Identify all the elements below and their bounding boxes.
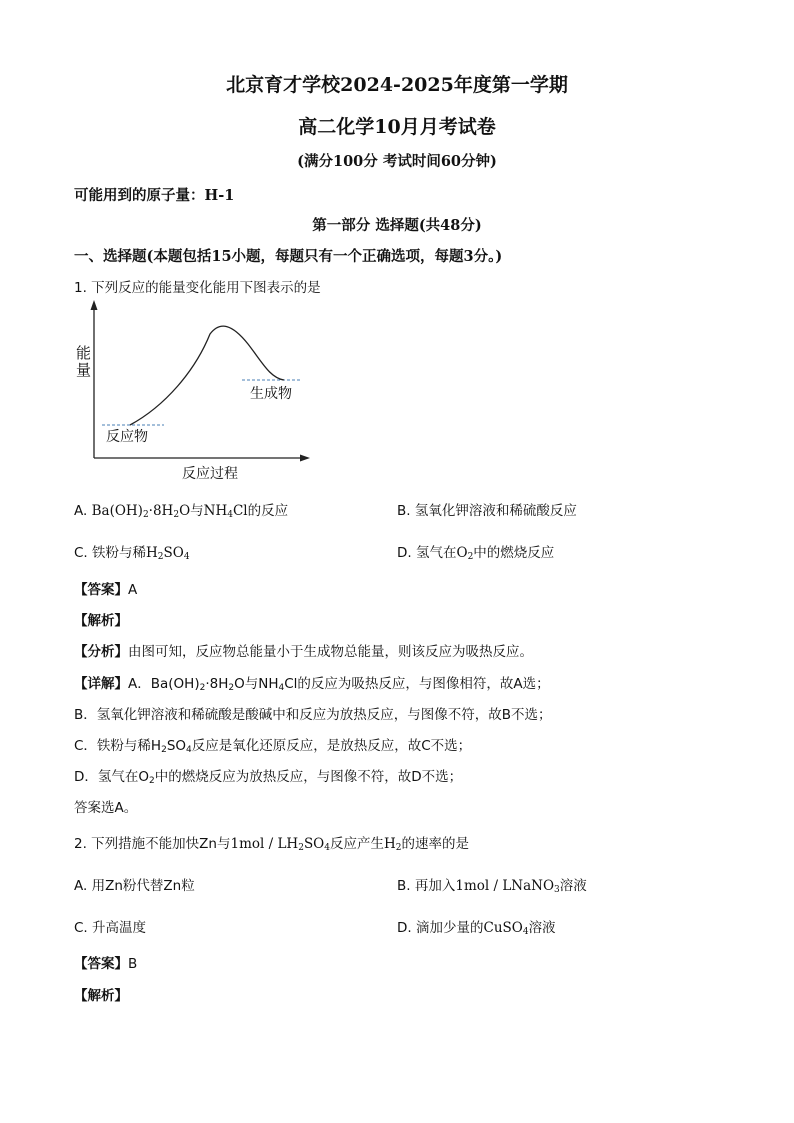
detail-a-part: A．Ba(OH) <box>128 676 200 692</box>
sub: 2 <box>149 776 155 786</box>
sub: 2 <box>142 510 149 520</box>
q1-detail-c <box>74 734 471 754</box>
exam-score-time: (满分100分 考试时间60分钟) <box>297 153 497 170</box>
y-axis-arrow <box>91 300 98 310</box>
answer-value: B <box>128 956 138 972</box>
q2-option-a: A. 用Zn粉代替Zn粒 <box>74 878 195 894</box>
exam-title: 北京育才学校2024-2025年度第一学期 <box>226 74 568 96</box>
sub: 2 <box>173 510 180 520</box>
q2-option-c: C. 升高温度 <box>74 920 147 936</box>
q2-stem-h2 <box>384 836 402 852</box>
q1-detail-d <box>74 765 462 785</box>
q1-option-c-prefix: C. 铁粉与稀 <box>74 545 147 561</box>
q1-option-a-mid: 与 <box>190 503 204 519</box>
fenxi-text: 由图可知，反应物总能量小于生成物总能量，则该反应为吸热反应。 <box>128 644 533 660</box>
fenxi-tag: 【分析】 <box>74 644 128 660</box>
sub: 2 <box>395 843 402 853</box>
answer-tag: 【答案】 <box>74 956 128 972</box>
q1-option-d <box>397 541 554 561</box>
part-title: 第一部分 选择题(共48分) <box>312 217 482 234</box>
q1-option-a-prefix: A. <box>74 503 88 519</box>
sub: 4 <box>183 552 190 562</box>
sub: 2 <box>199 683 206 693</box>
q2-option-d-part: CuSO <box>483 920 523 936</box>
sub: 4 <box>324 843 330 853</box>
sub: 4 <box>522 927 529 937</box>
y-label-1: 能 <box>76 344 92 362</box>
q2-option-d-part: 溶液 <box>528 920 556 936</box>
answer-value: A <box>128 582 138 598</box>
q1-fenxi <box>74 640 533 660</box>
sub: 2 <box>467 552 474 562</box>
detail-c-part: 反应是氧化还原反应，是放热反应，故C不选； <box>191 738 472 754</box>
q2-option-d-part: D. 滴加少量的 <box>397 920 484 936</box>
detail-d-part: 中的燃烧反应为放热反应，与图像不符，故D不选； <box>154 769 463 785</box>
q1-option-a-suffix: 的反应 <box>247 503 289 519</box>
sub: 2 <box>161 745 167 755</box>
sub: 4 <box>186 745 192 755</box>
energy-diagram <box>70 296 320 486</box>
q1-option-a-formula-2: $NH_4Cl$ <box>203 503 248 520</box>
detail-a-part: ·8H <box>205 676 229 692</box>
atomic-mass-note: 可能用到的原子量：H-1 <box>74 187 235 204</box>
q2-stem-part: 2. 下列措施不能加快Zn与 <box>74 836 231 852</box>
y-label-2: 量 <box>76 361 92 379</box>
sub: 3 <box>554 885 560 895</box>
answer-tag: 【答案】 <box>74 582 128 598</box>
question-2-stem <box>74 832 469 852</box>
q1-detail-b: B．氢氧化钾溶液和稀硫酸是酸碱中和反应为放热反应，与图像不符，故B不选； <box>74 707 552 723</box>
x-axis-arrow <box>300 455 310 462</box>
product-label: 生成物 <box>250 386 292 402</box>
reactant-label: 反应物 <box>106 429 148 445</box>
q2-option-b-part: B. 再加入 <box>397 878 456 894</box>
q2-stem-part: 的速率的是 <box>401 836 470 852</box>
detail-d-part: D．氢气在O <box>74 769 150 785</box>
sub: 2 <box>157 552 164 562</box>
q2-stem-part: 反应产生 <box>330 836 384 852</box>
q1-option-d-formula: $O_2$ <box>456 545 474 562</box>
q1-option-c-formula: $H_2SO_4$ <box>146 545 190 562</box>
q2-answer <box>74 952 137 972</box>
q2-option-b-part: 1mol / LNaNO <box>455 878 555 894</box>
q2-option-b-formula <box>455 878 559 894</box>
q2-analysis-tag: 【解析】 <box>74 988 128 1004</box>
q1-conclusion: 答案选A。 <box>74 800 138 816</box>
sub: 4 <box>278 683 285 693</box>
q2-option-b-part: 溶液 <box>559 878 587 894</box>
q1-option-c <box>74 541 190 561</box>
sub: 4 <box>227 510 233 520</box>
q2-option-d-formula <box>483 920 528 936</box>
q2-stem-part: SO <box>303 836 325 852</box>
detail-a-part: O与NH <box>234 676 279 692</box>
energy-curve <box>130 326 284 425</box>
q1-option-d-prefix: D. 氢气在 <box>397 545 457 561</box>
q1-option-b: B. 氢氧化钾溶液和稀硫酸反应 <box>397 503 577 519</box>
q2-option-d <box>397 916 556 936</box>
q2-stem-formula <box>230 836 330 852</box>
x-label: 反应过程 <box>182 466 238 482</box>
detail-c-part: SO <box>166 738 187 754</box>
q1-option-a <box>74 499 288 519</box>
sub: 2 <box>228 683 235 693</box>
q2-option-b <box>397 874 587 894</box>
q1-detail-a <box>74 672 550 692</box>
q1-option-a-formula-1: $Ba(OH)_2\cdot 8H_2O$ <box>91 503 191 520</box>
detail-c-part: C．铁粉与稀H <box>74 738 162 754</box>
question-1-stem: 1. 下列反应的能量变化能用下图表示的是 <box>74 280 321 296</box>
exam-subtitle-course: 高二化学10月月考试卷 <box>298 116 496 138</box>
q2-stem-part: H <box>384 836 396 852</box>
q1-analysis-tag: 【解析】 <box>74 613 128 629</box>
sub: 2 <box>298 843 304 853</box>
section-title: 一、选择题(本题包括15小题，每题只有一个正确选项，每题3分。) <box>74 248 503 265</box>
q1-answer <box>74 578 137 598</box>
q2-stem-part: 1mol / LH <box>230 836 299 852</box>
detail-tag: 【详解】 <box>74 676 128 692</box>
detail-a-part: Cl的反应为吸热反应，与图像相符，故A选； <box>284 676 550 692</box>
q1-option-d-suffix: 中的燃烧反应 <box>473 545 555 561</box>
